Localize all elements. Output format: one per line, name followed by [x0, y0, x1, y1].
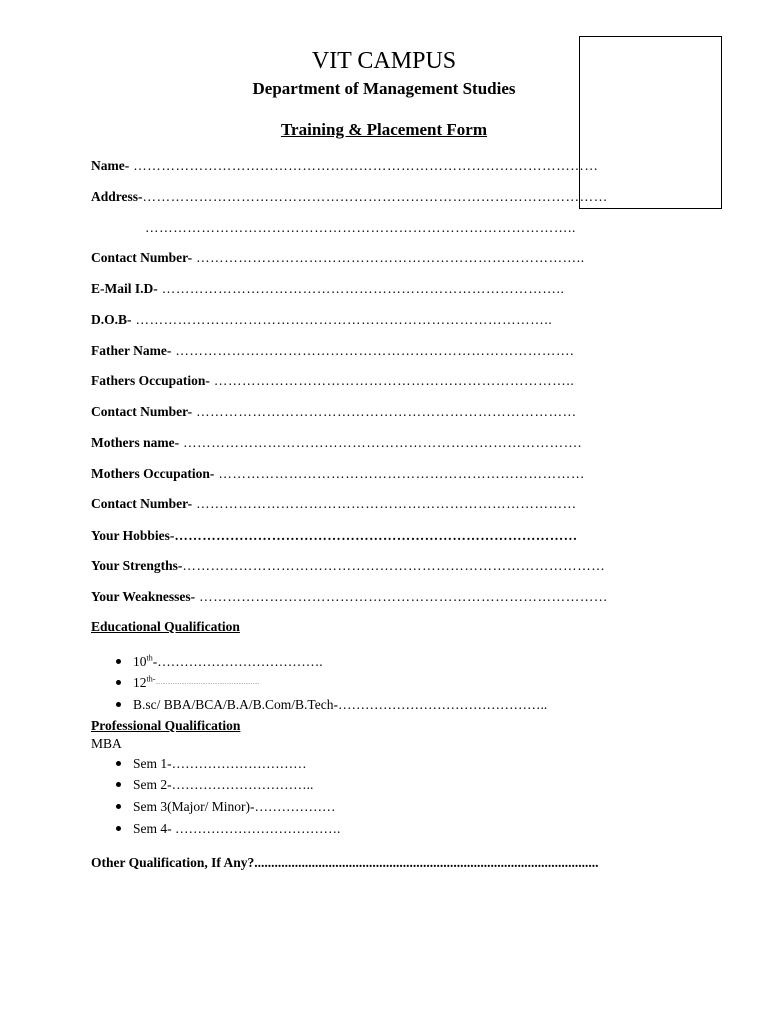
item-text: B.sc/ BBA/BCA/B.A/B.Com/B.Tech-: [133, 697, 338, 712]
item-dots: -……………………………….: [152, 654, 323, 669]
field-label: Mothers name-: [91, 435, 180, 450]
item-sup: th-: [146, 674, 156, 684]
field-dots: ………………………………………………………………………: [192, 496, 577, 511]
field-dots: ………………………………………………………………………….: [171, 343, 575, 358]
bullet-icon: [116, 702, 121, 707]
field-label: Name-: [91, 158, 130, 173]
education-heading: Educational Qualification: [91, 619, 240, 634]
item-text: Sem 1-…………………………: [133, 756, 307, 771]
professional-item-sem1: [116, 755, 307, 773]
field-dots: ………………………………………………………………………………………: [142, 189, 608, 204]
bullet-icon: [116, 680, 121, 685]
field-dots: ………………………………………………………………………..: [192, 250, 585, 265]
field-address-line-2: [145, 219, 576, 237]
bullet-icon: [116, 761, 121, 766]
field-label: Mothers Occupation-: [91, 466, 215, 481]
department-name: Department of Management Studies: [252, 79, 516, 98]
field-dots: ……………………………………………………………………: [214, 466, 585, 481]
field-dots: …………………………………………………………………………..: [157, 281, 565, 296]
field-dots: ……………………………………………………………………………: [195, 589, 609, 604]
professional-item-sem4: [116, 820, 340, 838]
field-mothers-occupation: [91, 465, 585, 483]
field-contact-number: [91, 249, 585, 267]
field-address: [91, 188, 608, 206]
field-strengths: [91, 557, 605, 575]
bullet-icon: [116, 826, 121, 831]
field-dots: ……………………………………………………………………………: [174, 528, 578, 543]
field-label: Father Name-: [91, 343, 172, 358]
item-text: Sem 2-…………………………..: [133, 777, 314, 792]
item-dots: ……………………………………………………: [155, 681, 260, 686]
field-father-name: [91, 342, 574, 360]
field-dots: ......................................................................................................: [254, 855, 599, 870]
field-label: Your Strengths-: [91, 558, 183, 573]
field-dob: [91, 311, 552, 329]
item-text: 12: [133, 675, 147, 690]
field-dots: ………………………………………………………………………: [192, 404, 577, 419]
education-item-graduation: [116, 696, 547, 714]
field-label: Other Qualification, If Any?: [91, 855, 255, 870]
bullet-icon: [116, 804, 121, 809]
item-sup: th: [146, 653, 153, 663]
education-item-10th: [116, 653, 323, 671]
page-title: VIT CAMPUS: [311, 48, 457, 74]
field-mothers-name: [91, 434, 582, 452]
field-name: [91, 157, 599, 175]
field-dots: ………………………………………………………………………………: [182, 558, 606, 573]
field-label: D.O.B-: [91, 312, 132, 327]
field-label: Contact Number-: [91, 250, 193, 265]
field-label: Your Weaknesses-: [91, 589, 196, 604]
bullet-icon: [116, 782, 121, 787]
field-label: Contact Number-: [91, 404, 193, 419]
professional-item-sem2: [116, 776, 313, 794]
professional-subheading: MBA: [91, 736, 122, 751]
field-email: [91, 280, 564, 298]
field-dots: ………………………………………………………………………………………: [129, 158, 599, 173]
field-label: Your Hobbies-: [91, 528, 175, 543]
bullet-icon: [116, 659, 121, 664]
item-dots: ………………………………………..: [337, 697, 548, 712]
field-dots: ………………………………………………………………………………..: [145, 220, 576, 235]
field-father-contact: [91, 403, 577, 421]
field-label: Contact Number-: [91, 496, 193, 511]
item-text: Sem 4- ……………………………….: [133, 821, 341, 836]
education-item-12th: [116, 674, 259, 693]
form-title: Training & Placement Form: [280, 120, 487, 139]
field-dots: …………………………………………………………………..: [209, 373, 575, 388]
field-label: Fathers Occupation-: [91, 373, 210, 388]
field-other-qualification: [91, 854, 599, 872]
field-mother-contact: [91, 495, 577, 513]
field-dots: ………………………………………………………………………….: [179, 435, 582, 450]
field-hobbies: [91, 527, 578, 545]
item-text: Sem 3(Major/ Minor)-………………: [133, 799, 336, 814]
field-weaknesses: [91, 588, 608, 606]
item-text: 10: [133, 654, 147, 669]
field-dots: ……………………………………………………………………………..: [131, 312, 553, 327]
professional-heading: Professional Qualification: [91, 718, 241, 733]
professional-item-sem3: [116, 798, 335, 816]
field-label: E-Mail I.D-: [91, 281, 158, 296]
field-fathers-occupation: [91, 372, 574, 390]
field-label: Address-: [91, 189, 143, 204]
